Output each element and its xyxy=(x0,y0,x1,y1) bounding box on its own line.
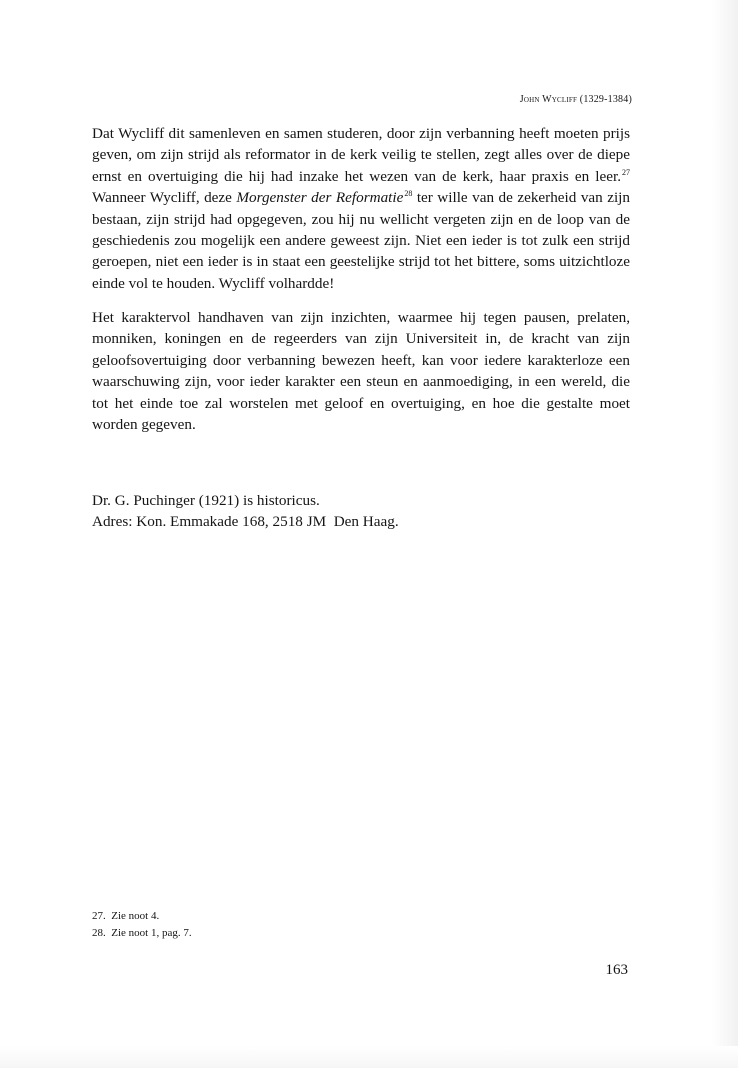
line-text-after: ter wille van de zekerheid van zijn xyxy=(412,189,630,207)
footnotes xyxy=(92,908,192,942)
paragraph-2-line: monniken, koningen en de regeerders van zijn Universiteit in, de kracht van zijn xyxy=(92,330,630,348)
paragraph-1-line: geven, om zijn strijd als reformator in de kerk veilig te stellen, zegt alles over de diepe xyxy=(92,146,630,164)
author-info xyxy=(92,490,399,533)
paragraph-2-line: waarschuwing zijn, voor ieder karakter een steun en aanmoediging, in een wereld, die xyxy=(92,373,630,391)
paragraph-1-line: Dat Wycliff dit samenleven en samen studeren, door zijn verbanning heeft moeten prijs xyxy=(92,125,630,142)
running-head-author: John Wycliff xyxy=(519,94,578,105)
paragraph-2-line: geloofsovertuiging door verbanning bewezen heeft, kan voor iedere karakterloze een xyxy=(92,351,630,369)
page-number: 163 xyxy=(605,962,628,978)
page-edge-shadow xyxy=(712,0,738,1068)
running-head xyxy=(520,94,632,105)
footnote-27: 27. Zie noot 4. xyxy=(92,910,160,922)
paragraph-1-line xyxy=(92,187,630,208)
paragraph-2-line: tot het einde toe zal worstelen met geloof en overtuiging, en hoe die gestalte moet xyxy=(92,394,630,412)
footnote-28: 28. Zie noot 1, pag. 7. xyxy=(92,927,192,939)
paragraph-1-line: geroepen, niet een ieder is in staat een geestelijke strijd tot het bittere, soms uitzichtloze xyxy=(92,253,630,271)
line-text-before: Wanneer Wycliff, deze xyxy=(92,189,237,207)
page-bottom-shadow xyxy=(0,1046,738,1068)
footnote-ref-27: 27 xyxy=(622,167,630,177)
paragraph-1-line xyxy=(92,166,630,187)
paragraph-1-line: geschiedenis zou mogelijk een andere geweest zijn. Niet een ieder is tot zulk een strijd xyxy=(92,231,630,249)
author-bio: Dr. G. Puchinger (1921) is historicus. xyxy=(92,492,320,509)
paragraph-2-line: Het karaktervol handhaven van zijn inzichten, waarmee hij tegen pausen, prelaten, xyxy=(92,309,630,326)
paragraph-1-line: bestaan, zijn strijd had opgegeven, zou hij nu wellicht vergeten zijn en de loop van de xyxy=(92,210,630,228)
paragraph-2-line: worden gegeven. xyxy=(92,415,196,433)
line-text: ernst en overtuiging die hij had inzake het wezen van de kerk, haar praxis en leer. xyxy=(92,167,621,185)
paragraph-1-line: einde vol te houden. Wycliff volhardde! xyxy=(92,274,335,292)
running-head-years: (1329-1384) xyxy=(579,94,632,105)
italic-title: Morgenster der Reformatie xyxy=(236,189,404,207)
paragraph-2 xyxy=(92,307,630,435)
footnote-ref-28: 28 xyxy=(404,189,413,199)
paragraph-1 xyxy=(92,123,630,294)
author-address: Adres: Kon. Emmakade 168, 2518 JM Den Haag. xyxy=(92,513,399,531)
